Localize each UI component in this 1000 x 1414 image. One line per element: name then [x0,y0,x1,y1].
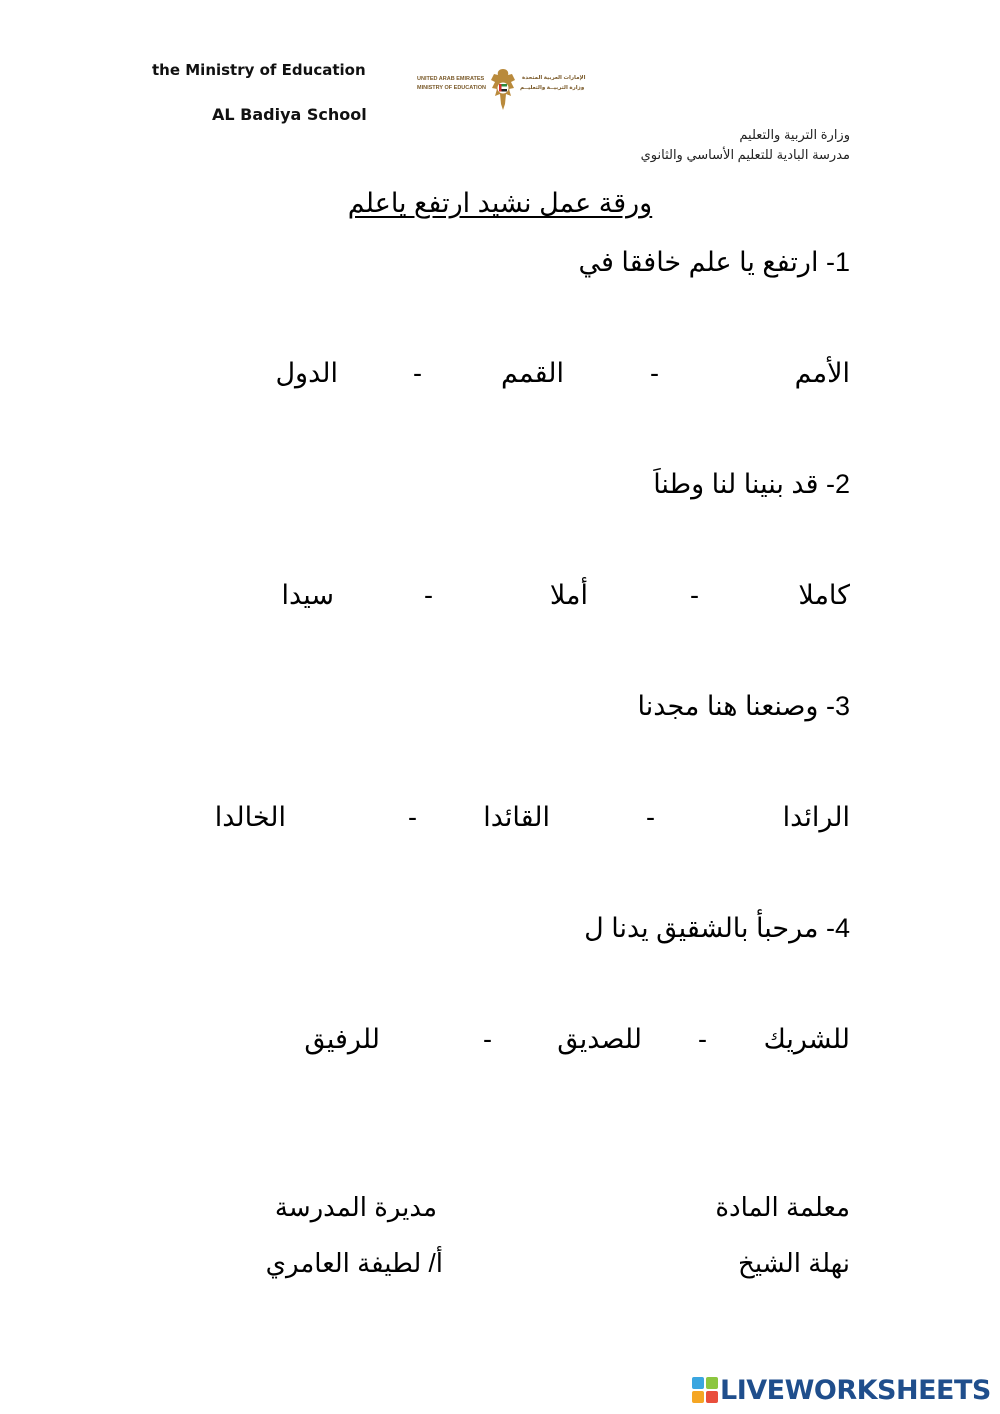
q1-separator-1: - [650,358,659,388]
teacher-title: معلمة المادة [715,1192,850,1222]
q2-option-1[interactable]: كاملا [798,580,850,610]
q3-option-1[interactable]: الرائدا [782,802,850,832]
worksheet-title: ورقة عمل نشيد ارتفع ياعلم [347,188,653,218]
q3-separator-2: - [408,802,417,832]
emblem-text-ar-2: وزارة التربيــة والتعليــم [520,85,585,91]
ministry-name-en: the Ministry of Education [152,61,366,79]
liveworksheets-logo-icon [692,1377,718,1403]
q3-option-3[interactable]: الخالدا [214,802,286,832]
question-2-options [150,580,850,620]
ministry-name-ar: وزارة التربية والتعليم [739,127,850,142]
emblem-text-en-2: MINISTRY OF EDUCATION [417,85,486,91]
question-2-prompt: 2- قد بنينا لنا وطناَ [653,469,850,499]
principal-name: أ/ لطيفة العامري [265,1248,443,1278]
teacher-name: نهلة الشيخ [738,1248,850,1278]
question-3-options [150,802,850,842]
q3-separator-1: - [646,802,655,832]
q2-option-3[interactable]: سيدا [281,580,334,610]
q4-option-1[interactable]: للشريك [763,1024,850,1054]
q1-option-1[interactable]: الأمم [794,358,850,388]
q2-option-2[interactable]: أملا [549,580,588,610]
q4-separator-1: - [698,1024,707,1054]
liveworksheets-brand-text: LIVEWORKSHEETS [720,1374,991,1406]
question-4-options [150,1024,850,1064]
school-name-en: AL Badiya School [212,105,367,124]
school-name-ar: مدرسة البادية للتعليم الأساسي والثانوي [640,147,850,162]
uae-falcon-emblem-icon [488,66,518,114]
q4-option-3[interactable]: للرفيق [304,1024,380,1054]
q1-option-3[interactable]: الدول [275,358,338,388]
principal-title: مديرة المدرسة [274,1192,437,1222]
question-1-prompt: 1- ارتفع يا علم خافقا في [578,247,850,277]
q4-separator-2: - [483,1024,492,1054]
question-1-options [150,358,850,398]
liveworksheets-logo[interactable] [692,1374,991,1406]
q4-option-2[interactable]: للصديق [557,1024,642,1054]
q2-separator-1: - [690,580,699,610]
q1-separator-2: - [413,358,422,388]
question-4-prompt: 4- مرحبأ بالشقيق يدنا ل [584,913,850,943]
emblem-text-ar-1: الإمارات العربية المتحدة [522,75,586,81]
q1-option-2[interactable]: القمم [501,358,564,388]
q3-option-2[interactable]: القائدا [483,802,550,832]
question-3-prompt: 3- وصنعنا هنا مجدنا [637,691,850,721]
emblem-text-en-1: UNITED ARAB EMIRATES [417,76,485,82]
ministry-emblem [414,66,594,116]
q2-separator-2: - [424,580,433,610]
